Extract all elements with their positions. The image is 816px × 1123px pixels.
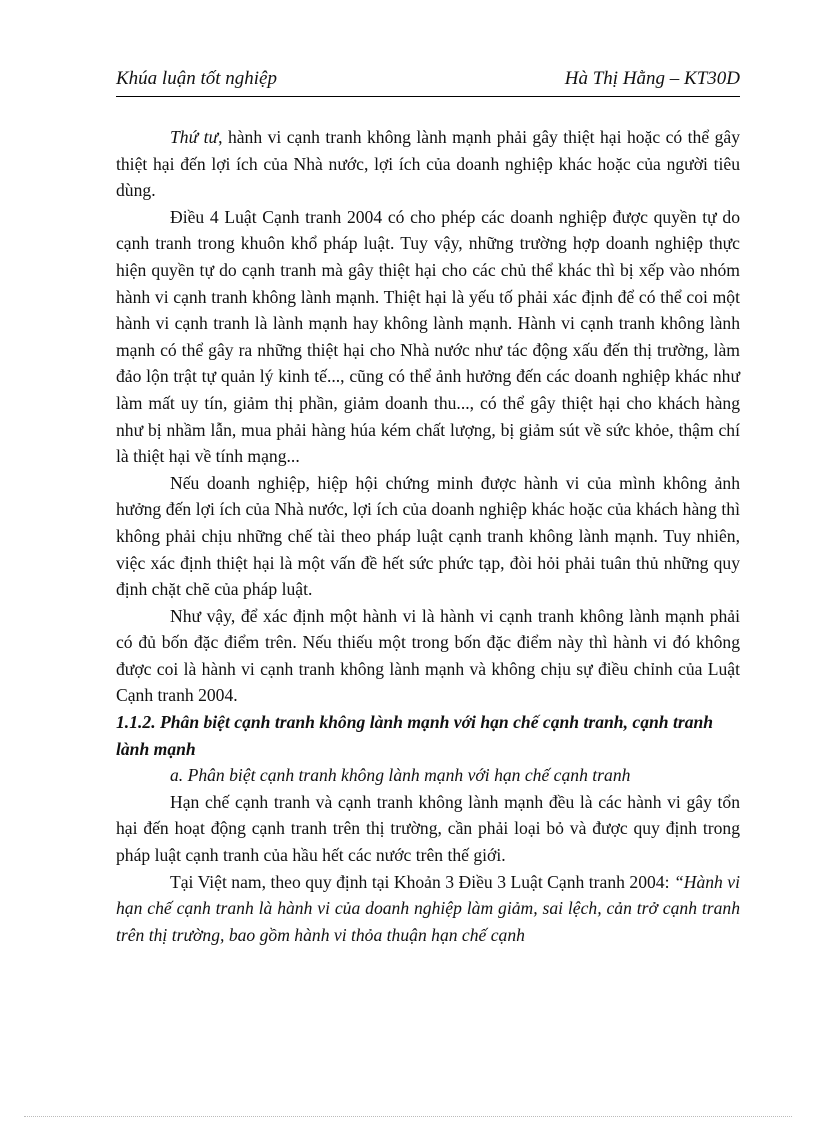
paragraph-text: Tại Việt nam, theo quy định tại Khoản 3 Điều 3 Luật Cạnh tranh 2004: <box>170 871 674 892</box>
paragraph-vietnam-definition <box>116 869 740 949</box>
body-text <box>116 124 740 948</box>
header-thesis-title: Khúa luận tốt nghiệp <box>116 68 277 89</box>
paragraph-text: , hành vi cạnh tranh không lành mạnh phải gây thiệt hại hoặc có thể gây thiệt hại đến lợi ích của Nhà nước, lợi ích của doanh nghiệp khác hoặc của người tiêu dùng. <box>116 127 740 201</box>
paragraph-article-4: Điều 4 Luật Cạnh tranh 2004 có cho phép các doanh nghiệp được quyền tự do cạnh tranh trong khuôn khổ pháp luật. Tuy vậy, những trường hợp doanh nghiệp thực hiện quyền tự do cạnh tranh mà gây thiệt hại cho các chủ thể khác thì bị xếp vào nhóm hành vi cạnh tranh không lành mạnh. Thiệt hại là yếu tố phải xác định để có thể coi một hành vi cạnh tranh là lành mạnh hay không lành mạnh. Hành vi cạnh tranh không lành mạnh có thể gây ra những thiệt hại cho Nhà nước như tác động xấu đến thị trường, làm đảo lộn trật tự quản lý kinh tế..., cũng có thể ảnh hưởng đến các doanh nghiệp khác như làm mất uy tín, giảm thị phần, giảm doanh thu..., có thể gây thiệt hại cho khách hàng như bị nhầm lẫn, mua phải hàng húa kém chất lượng, bị giảm sút về sức khỏe, thậm chí là thiệt hại về tính mạng... <box>116 206 740 467</box>
page-header <box>116 62 740 97</box>
footer-divider <box>24 1116 792 1117</box>
paragraph-fourth-characteristic <box>116 124 740 204</box>
paragraph-lead-italic: Thứ tư <box>170 127 219 147</box>
legal-quote: “Hành vi hạn chế cạnh tranh là hành vi của doanh nghiệp làm giảm, sai lệch, cản trở cạnh tranh trên thị trường, bao gồm hành vi thỏa thuận hạn chế cạnh <box>116 871 741 945</box>
paragraph-restriction-vs-unfair: Hạn chế cạnh tranh và cạnh tranh không lành mạnh đều là các hành vi gây tổn hại đến hoạt động cạnh tranh trên thị trường, cần phải loại bỏ và được quy định trong pháp luật cạnh tranh của hầu hết các nước trên thế giới. <box>116 791 740 866</box>
subsection-heading-a: a. Phân biệt cạnh tranh không lành mạnh với hạn chế cạnh tranh <box>170 765 631 786</box>
header-author: Hà Thị Hằng – KT30D <box>564 68 740 89</box>
paragraph-proof-of-harm: Nếu doanh nghiệp, hiệp hội chứng minh được hành vi của mình không ảnh hưởng đến lợi ích của Nhà nước, lợi ích của doanh nghiệp khác hoặc của khách hàng thì không phải chịu những chế tài theo pháp luật cạnh tranh không lành mạnh. Tuy nhiên, việc xác định thiệt hại là một vấn đề hết sức phức tạp, đòi hỏi phải tuân thủ những quy định chặt chẽ của pháp luật. <box>116 472 740 600</box>
section-heading-1-1-2: 1.1.2. Phân biệt cạnh tranh không lành mạnh với hạn chế cạnh tranh, cạnh tranh lành mạnh <box>116 712 714 759</box>
paragraph-conclusion: Như vậy, để xác định một hành vi là hành vi cạnh tranh không lành mạnh phải có đủ bốn đặc điểm trên. Nếu thiếu một trong bốn đặc điểm này thì hành vi đó không được coi là hành vi cạnh tranh không lành mạnh và không chịu sự điều chỉnh của Luật Cạnh tranh 2004. <box>116 605 740 706</box>
